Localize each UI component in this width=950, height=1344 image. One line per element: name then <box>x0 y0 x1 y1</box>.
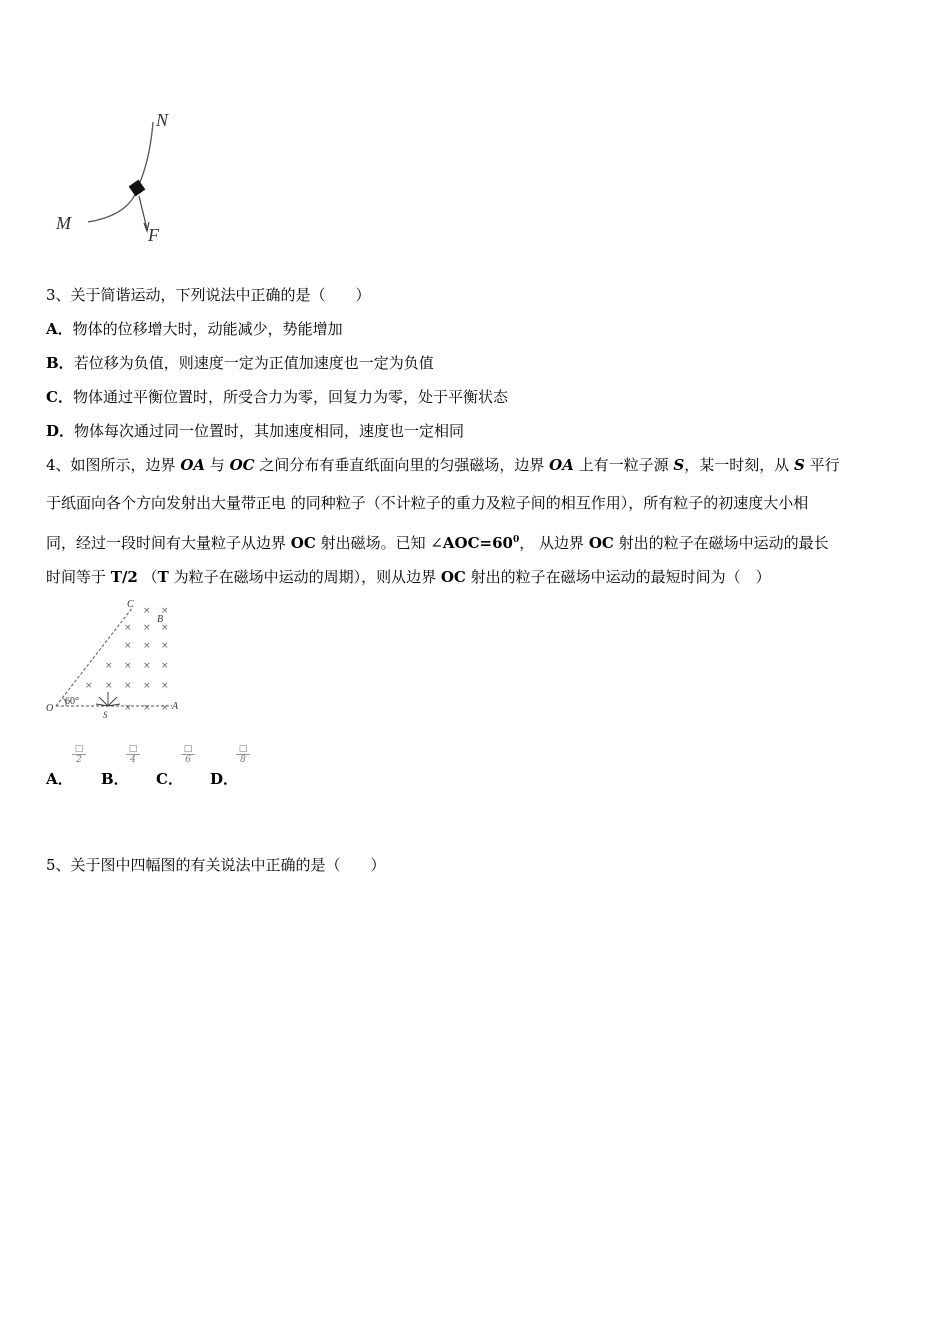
block-object <box>129 180 146 197</box>
figure-magnetic-field <box>44 596 184 722</box>
q3-option-b[interactable]: B．若位移为负值，则速度一定为正值加速度也一定为负值 <box>46 354 434 372</box>
q4-option-a-label: A． <box>46 770 73 788</box>
q4-stem-line1: 4、如图所示，边界 OA 与 OC 之间分布有垂直纸面向里的匀强磁场，边界 OA 上有一粒子源 S，某一时刻，从 S 平行 <box>46 456 840 474</box>
force-arrow <box>139 196 147 229</box>
field-crosses <box>85 606 169 713</box>
q4-option-d-label: D． <box>210 770 239 788</box>
field-cross: × <box>161 623 169 633</box>
q4-option-a-fraction: □ 2 <box>72 744 86 766</box>
field-cross: × <box>161 681 169 691</box>
field-cross: × <box>124 623 132 633</box>
field-cross: × <box>143 661 151 671</box>
q4-option-b-fraction: □ 4 <box>126 744 140 766</box>
q4-stem-line2: 于纸面向各个方向发射出大量带正电 的同种粒子（不计粒子的重力及粒子间的相互作用），所有粒子的初速度大小相 <box>46 494 809 512</box>
q4-option-c-label: C． <box>156 770 183 788</box>
q3-stem: 3、关于简谐运动，下列说法中正确的是（ ） <box>46 286 371 304</box>
label-a: A <box>172 701 179 712</box>
label-b: B <box>157 614 164 625</box>
figure-curve-force <box>50 105 180 250</box>
field-cross: × <box>143 606 151 616</box>
field-cross: × <box>161 703 169 713</box>
label-angle: 60° <box>65 696 79 707</box>
q3-option-d[interactable]: D．物体每次通过同一位置时，其加速度相同，速度也一定相同 <box>46 422 465 440</box>
field-cross: × <box>143 703 151 713</box>
q5-stem: 5、关于图中四幅图的有关说法中正确的是（ ） <box>46 856 386 874</box>
label-c: C <box>127 599 134 610</box>
field-cross: × <box>105 661 113 671</box>
field-cross: × <box>161 661 169 671</box>
field-cross: × <box>161 641 169 651</box>
boundary-oc <box>56 607 133 706</box>
label-f: F <box>148 225 159 245</box>
field-cross: × <box>161 606 169 616</box>
q4-option-d-fraction: □ 8 <box>236 744 250 766</box>
field-cross: × <box>124 681 132 691</box>
q4-stem-line4: 时间等于 T/2 （T 为粒子在磁场中运动的周期），则从边界 OC 射出的粒子在磁场中运动的最短时间为（ ） <box>46 568 771 586</box>
q4-stem-line3: 同，经过一段时间有大量粒子从边界 OC 射出磁场。已知 $\angle AOC=60^0$， 从边界 OC 射出的粒子在磁场中运动的最长 <box>46 534 829 552</box>
field-cross: × <box>124 661 132 671</box>
source-arrows <box>96 692 120 706</box>
field-cross: × <box>105 681 113 691</box>
curve-path <box>88 122 153 222</box>
q3-option-c[interactable]: C．物体通过平衡位置时，所受合力为零，回复力为零，处于平衡状态 <box>46 388 508 406</box>
field-cross: × <box>85 681 93 691</box>
q4-option-b-label: B． <box>101 770 129 788</box>
q4-option-c-fraction: □ 6 <box>181 744 195 766</box>
field-cross: × <box>143 681 151 691</box>
q3-option-a[interactable]: A．物体的位移增大时，动能减少，势能增加 <box>46 320 343 338</box>
label-m: M <box>56 213 71 233</box>
label-n: N <box>156 110 169 130</box>
field-cross: × <box>124 703 132 713</box>
field-cross: × <box>143 623 151 633</box>
label-s: S <box>103 710 108 720</box>
field-cross: × <box>143 641 151 651</box>
field-cross: × <box>124 641 132 651</box>
label-o: O <box>46 703 54 714</box>
